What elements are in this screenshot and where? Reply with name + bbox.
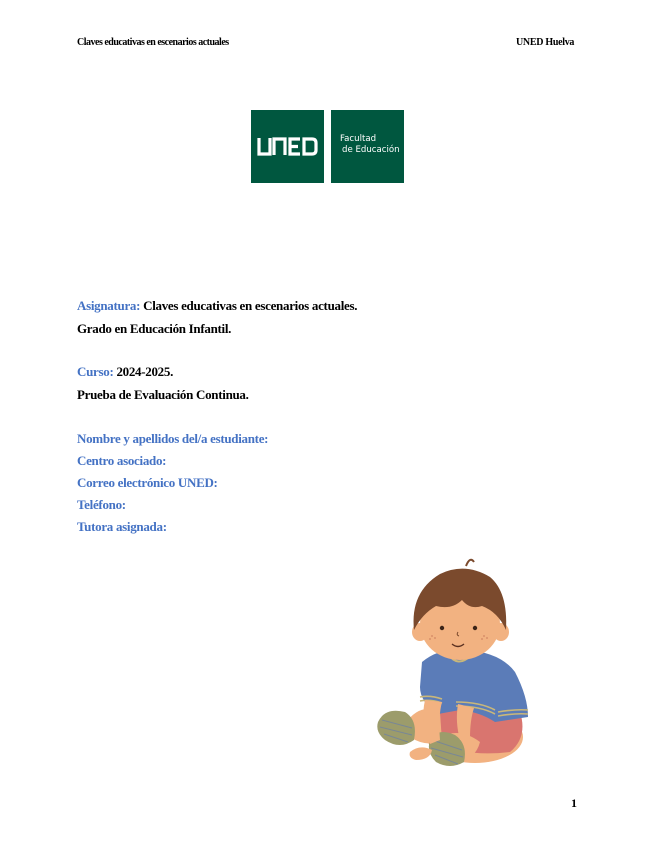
uned-email-field: Correo electrónico UNED: — [77, 475, 218, 490]
uned-wordmark-block — [251, 110, 324, 183]
sitting-child-illustration-icon — [370, 552, 540, 772]
faculty-line-2: de Educación — [342, 145, 400, 155]
course-line — [77, 364, 173, 380]
uned-faculty-logo — [251, 110, 404, 183]
faculty-line-1: Facultad — [340, 134, 377, 144]
page-number: 1 — [571, 796, 577, 810]
course-value: 2024-2025. — [116, 364, 174, 379]
assigned-tutor-field: Tutora asignada: — [77, 519, 167, 534]
subject-value: Claves educativas en escenarios actuales. — [143, 298, 358, 313]
assessment-line: Prueba de Evaluación Continua. — [77, 387, 249, 402]
header-center-name: UNED Huelva — [516, 37, 575, 48]
course-label: Curso: — [77, 364, 114, 379]
faculty-name — [340, 134, 400, 156]
degree-line: Grado en Educación Infantil. — [77, 321, 232, 336]
student-name-field: Nombre y apellidos del/a estudiante: — [77, 431, 269, 446]
faculty-name-block — [331, 110, 404, 183]
associated-center-field: Centro asociado: — [77, 453, 167, 468]
subject-line — [77, 298, 357, 314]
header-course-title: Claves educativas en escenarios actuales — [77, 37, 229, 48]
phone-field: Teléfono: — [77, 497, 126, 512]
uned-wordmark-icon — [251, 110, 324, 183]
subject-label: Asignatura: — [77, 298, 141, 313]
